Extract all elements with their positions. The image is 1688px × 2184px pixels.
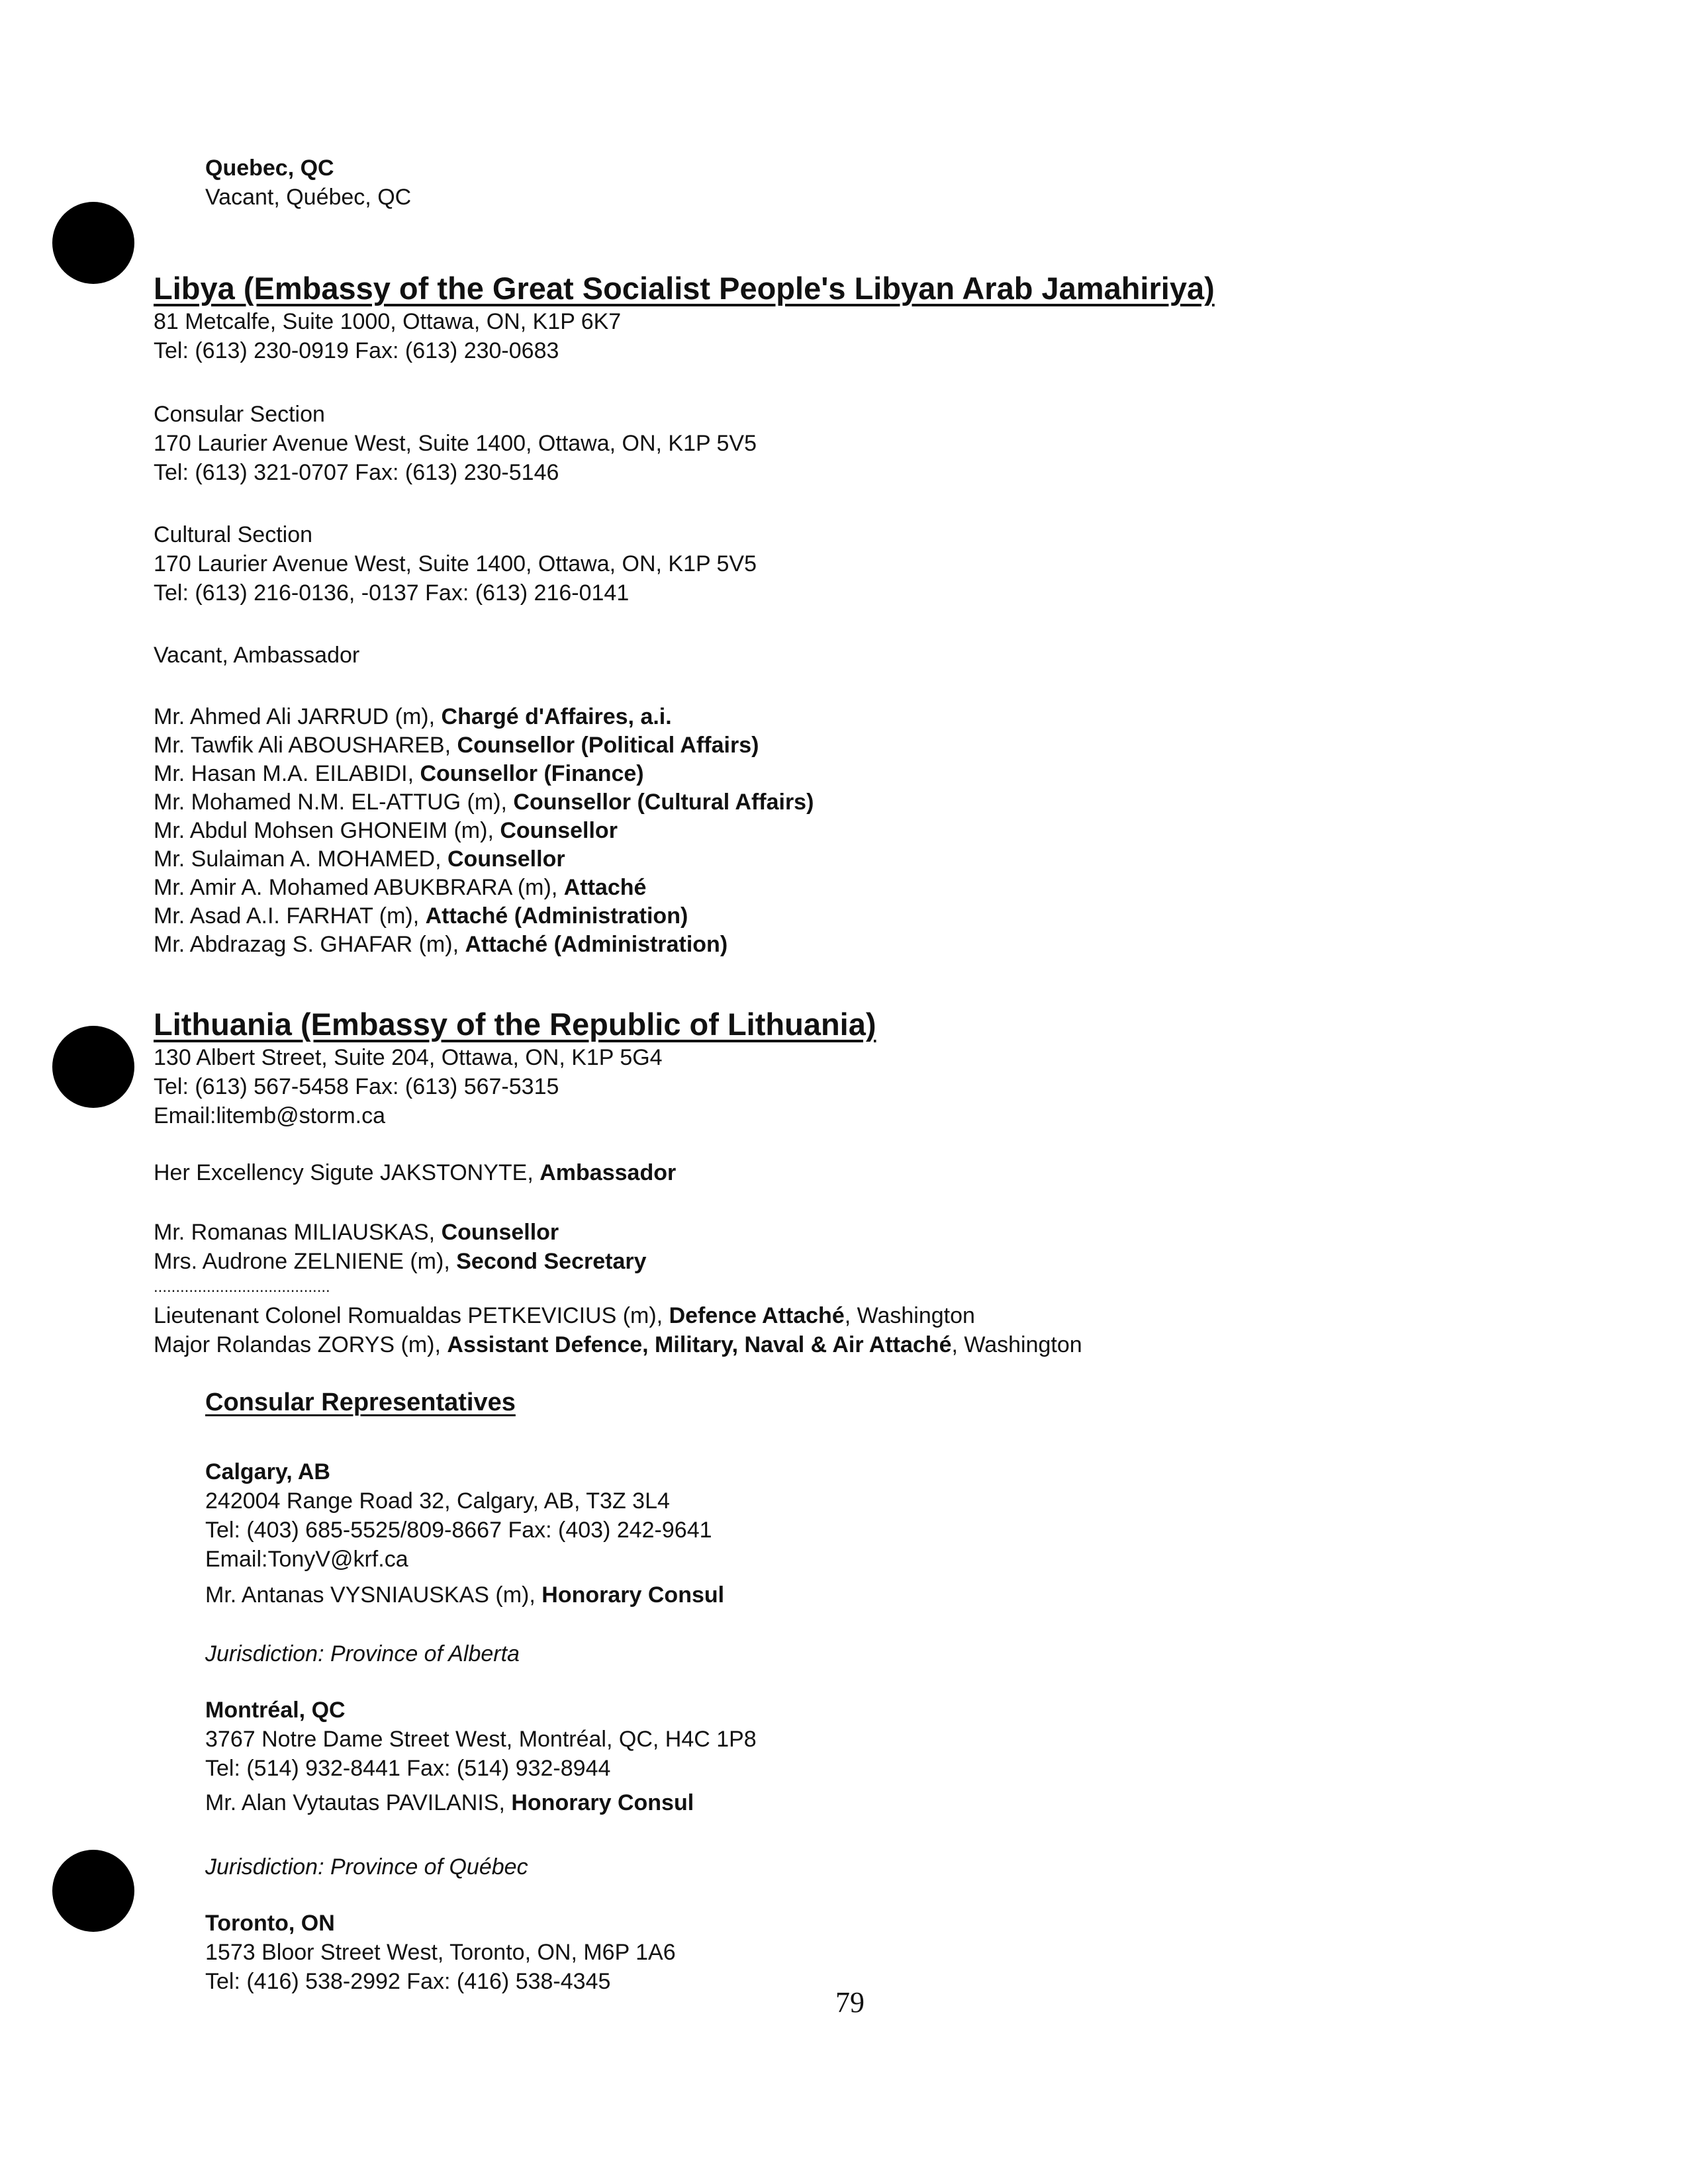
libya-staff-row: Mr. Mohamed N.M. EL-ATTUG (m), Counsellor (Cultural Affairs): [154, 790, 814, 815]
lithuania-heading: Lithuania (Embassy of the Republic of Lithuania): [154, 1007, 876, 1042]
libya-staff-row: Mr. Ahmed Ali JARRUD (m), Chargé d'Affaires, a.i.: [154, 704, 672, 729]
libya-cultural-section: [154, 520, 757, 608]
toronto-phone: Tel: (416) 538-2992 Fax: (416) 538-4345: [205, 1969, 611, 1994]
quebec-consulate: [205, 154, 411, 212]
toronto-address: 1573 Bloor Street West, Toronto, ON, M6P 1A6: [205, 1940, 676, 1965]
quebec-city: Quebec, QC: [205, 156, 334, 181]
libya-consular-phone: Tel: (613) 321-0707 Fax: (613) 230-5146: [154, 460, 559, 485]
lithuania-ambassador-line: Her Excellency Sigute JAKSTONYTE, Ambassador: [154, 1160, 677, 1185]
washington-staff-row: Lieutenant Colonel Romualdas PETKEVICIUS (m), Defence Attaché, Washington: [154, 1303, 975, 1328]
washington-staff-row: Major Rolandas ZORYS (m), Assistant Defence, Military, Naval & Air Attaché, Washington: [154, 1332, 1082, 1357]
montreal-person: Mr. Alan Vytautas PAVILANIS, Honorary Consul: [205, 1790, 694, 1815]
libya-staff-row: Mr. Abdrazag S. GHAFAR (m), Attaché (Administration): [154, 932, 728, 957]
libya-phone: Tel: (613) 230-0919 Fax: (613) 230-0683: [154, 338, 559, 363]
calgary-jurisdiction: Jurisdiction: Province of Alberta: [205, 1641, 520, 1666]
montreal-city: Montréal, QC: [205, 1698, 346, 1723]
toronto-city: Toronto, ON: [205, 1911, 335, 1936]
libya-staff-row: Mr. Sulaiman A. MOHAMED, Counsellor: [154, 846, 565, 872]
libya-cultural-address: 170 Laurier Avenue West, Suite 1400, Ottawa, ON, K1P 5V5: [154, 551, 757, 576]
dotted-separator: ........................................: [154, 1278, 330, 1296]
libya-staff-row: Mr. Hasan M.A. EILABIDI, Counsellor (Finance): [154, 761, 644, 786]
calgary-city: Calgary, AB: [205, 1459, 330, 1484]
punch-hole-middle: [52, 1026, 134, 1108]
libya-ambassador: [154, 641, 359, 670]
punch-hole-top: [52, 202, 134, 284]
libya-consular-title: Consular Section: [154, 402, 325, 427]
calgary-email: Email:TonyV@krf.ca: [205, 1547, 408, 1572]
calgary-consulate: [205, 1457, 724, 1610]
libya-staff-row: Mr. Abdul Mohsen GHONEIM (m), Counsellor: [154, 818, 618, 843]
consular-representatives-heading: Consular Representatives: [205, 1388, 516, 1416]
lithuania-staff-row: Mrs. Audrone ZELNIENE (m), Second Secretary: [154, 1249, 647, 1274]
lithuania-address: 130 Albert Street, Suite 204, Ottawa, ON, K1P 5G4: [154, 1045, 663, 1070]
calgary-address: 242004 Range Road 32, Calgary, AB, T3Z 3L4: [205, 1488, 670, 1514]
montreal-jurisdiction: Jurisdiction: Province of Québec: [205, 1854, 528, 1880]
libya-consular-section: [154, 400, 757, 487]
libya-staff-row: Mr. Amir A. Mohamed ABUKBRARA (m), Attaché: [154, 875, 647, 900]
lithuania-staff-row: Mr. Romanas MILIAUSKAS, Counsellor: [154, 1220, 559, 1245]
libya-cultural-phone: Tel: (613) 216-0136, -0137 Fax: (613) 216-0141: [154, 580, 630, 606]
punch-hole-bottom: [52, 1850, 134, 1932]
libya-heading: Libya (Embassy of the Great Socialist People's Libyan Arab Jamahiriya): [154, 271, 1215, 306]
libya-cultural-title: Cultural Section: [154, 522, 313, 547]
libya-staff-row: Mr. Tawfik Ali ABOUSHAREB, Counsellor (Political Affairs): [154, 733, 759, 758]
libya-staff-row: Mr. Asad A.I. FARHAT (m), Attaché (Administration): [154, 903, 688, 929]
lithuania-ambassador: [154, 1158, 676, 1187]
libya-consular-address: 170 Laurier Avenue West, Suite 1400, Ottawa, ON, K1P 5V5: [154, 431, 757, 456]
libya-staff-list: [154, 703, 814, 959]
lithuania-washington-list: [154, 1301, 1082, 1359]
montreal-phone: Tel: (514) 932-8441 Fax: (514) 932-8944: [205, 1756, 611, 1781]
libya-section: [154, 270, 1215, 365]
montreal-consulate: [205, 1696, 757, 1817]
libya-ambassador-line: Vacant, Ambassador: [154, 643, 360, 668]
montreal-address: 3767 Notre Dame Street West, Montréal, QC, H4C 1P8: [205, 1727, 757, 1752]
toronto-consulate: [205, 1909, 676, 1996]
lithuania-section: [154, 1006, 876, 1130]
calgary-person: Mr. Antanas VYSNIAUSKAS (m), Honorary Consul: [205, 1582, 725, 1608]
quebec-line: Vacant, Québec, QC: [205, 185, 412, 210]
lithuania-email: Email:litemb@storm.ca: [154, 1103, 386, 1128]
calgary-phone: Tel: (403) 685-5525/809-8667 Fax: (403) 242-9641: [205, 1518, 712, 1543]
lithuania-phone: Tel: (613) 567-5458 Fax: (613) 567-5315: [154, 1074, 559, 1099]
lithuania-staff-list: [154, 1218, 647, 1276]
libya-address: 81 Metcalfe, Suite 1000, Ottawa, ON, K1P 6K7: [154, 309, 622, 334]
page-number: 79: [835, 1986, 865, 2019]
